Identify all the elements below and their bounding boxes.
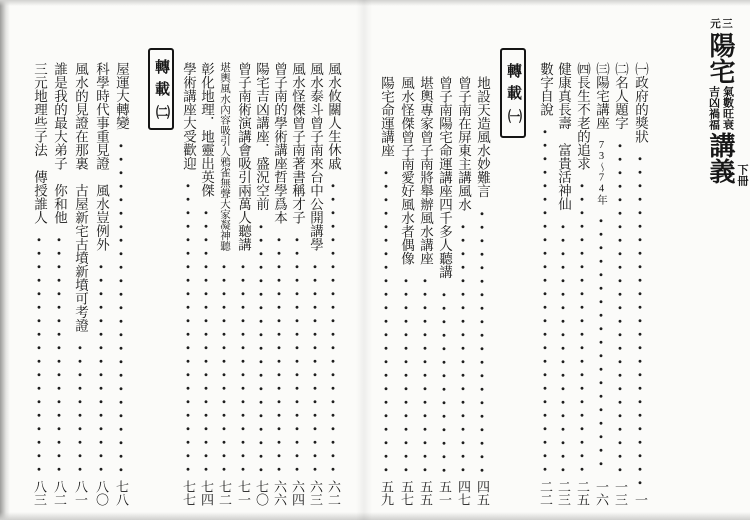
dot-leader — [383, 163, 389, 474]
toc-entry — [271, 62, 287, 506]
entry-title: 彰化地理．地靈出英傑 — [199, 62, 214, 197]
entry-title: 風水怪傑曾子南著書稱才子 — [290, 62, 305, 224]
page-number: 一六 — [594, 480, 609, 506]
entry-title: 地設天造風水妙難言 — [475, 76, 490, 198]
entry-title: 誰是我的最大弟子 你和他 — [52, 62, 67, 224]
title-main-1: 陽宅 — [706, 32, 735, 84]
toc-entry — [474, 76, 490, 506]
section-label-box — [500, 48, 526, 138]
title-main-2: 講義 — [706, 132, 735, 184]
page-number: 六六 — [272, 480, 287, 506]
page-number: 八一 — [73, 480, 88, 506]
toc-entry — [436, 76, 452, 506]
entry-title: ㈡名人題字 — [613, 62, 628, 130]
page-number: 五五 — [418, 480, 433, 506]
dot-leader — [637, 149, 643, 487]
section-label-box — [148, 48, 174, 130]
title-sub-right: 氣數旺衰 — [721, 86, 734, 130]
entry-title: 風水泰斗曾子南來台中公開講學 — [308, 62, 323, 251]
entry-title: 堪輿專家曾子南將舉辦風水講座 — [418, 76, 433, 265]
entry-title: ㈢陽宅講座 — [594, 62, 609, 130]
toc-entry — [378, 76, 394, 506]
entry-title: 三元地理些子法 傳授誰人 — [32, 62, 47, 224]
page-number: 二五 — [575, 480, 590, 506]
book-gutter — [356, 0, 372, 520]
page-number: 七七 — [181, 480, 196, 506]
dot-leader — [240, 257, 246, 474]
section-number: ㈡ — [154, 105, 169, 119]
title-subtitle-pair — [707, 86, 734, 130]
page-number: 八二 — [52, 480, 67, 506]
dot-leader — [330, 176, 336, 474]
page-number: 八三 — [32, 480, 47, 506]
dot-leader — [312, 257, 318, 474]
toc-entry — [398, 76, 414, 506]
dot-leader — [118, 136, 124, 475]
toc-entry — [216, 62, 232, 506]
dot-leader — [294, 230, 300, 474]
toc-entry — [612, 62, 628, 506]
entry-title: 堪輿風水內容吸引人鴉雀無聲大家凝神聽 — [219, 62, 230, 251]
toc-entry — [51, 62, 67, 506]
dot-leader — [98, 257, 104, 474]
entry-title: 健康真長壽 富貴活神仙 — [556, 62, 571, 211]
page-number: 七四 — [199, 480, 214, 506]
entry-title: 數字自說 — [538, 62, 553, 116]
entry-title: 屋運大轉變 — [114, 62, 129, 130]
title-sub-left: 吉凶禍福 — [707, 86, 720, 130]
entry-title: ㈠政府的獎狀 — [633, 62, 648, 143]
page-number: 六二 — [326, 480, 341, 506]
section-label: 轉載 — [153, 59, 169, 103]
entry-title: 風水的見證在那裏 古屋新宅古墳新墳可考證 — [73, 62, 88, 332]
page-number: 二三 — [556, 480, 571, 506]
toc-entry — [593, 62, 609, 506]
toc-entry — [455, 76, 471, 506]
toc-entry — [417, 76, 433, 506]
toc-entry — [253, 62, 269, 506]
entry-title: 學術講座大受歡迎 — [181, 62, 196, 170]
dot-leader — [185, 176, 191, 474]
dot-leader — [560, 217, 566, 475]
page-number: 七八 — [114, 480, 129, 506]
entry-title: 曾子南的學術講座哲學爲本 — [272, 62, 287, 224]
toc-entry — [574, 62, 590, 506]
page-number: 六四 — [290, 480, 305, 506]
page-number: 四五 — [475, 480, 490, 506]
toc-entry — [72, 62, 88, 506]
book-title — [702, 18, 748, 186]
entry-title: 風水攸關人生休戚 — [326, 62, 341, 170]
dot-leader — [77, 338, 83, 474]
page-number: 六三 — [308, 480, 323, 506]
toc-entry — [537, 62, 553, 506]
section-label: 轉載 — [505, 63, 521, 107]
page-number: 七〇 — [254, 480, 269, 506]
title-volume: 下冊 — [736, 164, 748, 186]
page-number: 一三 — [613, 480, 628, 506]
page-number: 二二 — [538, 480, 553, 506]
scan-edge-top — [0, 0, 750, 6]
toc-entry — [325, 62, 341, 506]
entry-note: 73～74年 — [596, 139, 607, 205]
entry-title: ㈣長生不老的追求 — [575, 62, 590, 170]
entry-title: 曾子南陽宅命運講座四千多人聽講 — [437, 76, 452, 279]
page-number: 五一 — [437, 480, 452, 506]
toc-entry — [307, 62, 323, 506]
page-number: 七二 — [217, 480, 232, 506]
toc-entry — [632, 62, 648, 506]
toc-entry — [555, 62, 571, 506]
dot-leader — [276, 230, 282, 474]
dot-leader — [441, 285, 447, 475]
scan-edge-bottom — [0, 512, 750, 520]
entry-title: 曾子南術演講會吸引兩萬人聽講 — [236, 62, 251, 251]
toc-entry — [31, 62, 47, 506]
dot-leader — [36, 230, 42, 474]
entry-title: 曾子南在屏東主講風水 — [456, 76, 471, 211]
dot-leader — [422, 271, 428, 474]
entry-title: 陽宅吉凶講座．盛況空前 — [254, 62, 269, 211]
dot-leader — [617, 136, 623, 475]
toc-entry — [113, 62, 129, 506]
page-number: 五七 — [399, 480, 414, 506]
toc-entry — [235, 62, 251, 506]
page-number: 八〇 — [94, 480, 109, 506]
section-number: ㈠ — [506, 109, 521, 123]
scan-edge-left — [0, 0, 10, 520]
entry-title: 科學時代事重見證 風水豈例外 — [94, 62, 109, 251]
entry-title: 陽宅命運講座 — [379, 76, 394, 157]
page-number: 四七 — [456, 480, 471, 506]
toc-entry — [289, 62, 305, 506]
page-number: 一 — [633, 493, 648, 506]
dot-leader — [460, 217, 466, 474]
page-number: 七一 — [236, 480, 251, 506]
dot-leader — [258, 217, 264, 475]
toc-entry — [93, 62, 109, 506]
dot-leader — [56, 230, 62, 474]
dot-leader — [403, 271, 409, 474]
dot-leader — [542, 122, 548, 474]
dot-leader — [598, 211, 604, 475]
toc-entry — [180, 62, 196, 506]
page-number: 五九 — [379, 480, 394, 506]
entry-title: 風水怪傑曾子南愛好風水者偶像 — [399, 76, 414, 265]
title-prefix: 三元 — [709, 18, 732, 29]
toc-entry — [198, 62, 214, 506]
dot-leader — [221, 257, 227, 474]
dot-leader — [203, 203, 209, 474]
dot-leader — [479, 204, 485, 475]
dot-leader — [579, 176, 585, 474]
